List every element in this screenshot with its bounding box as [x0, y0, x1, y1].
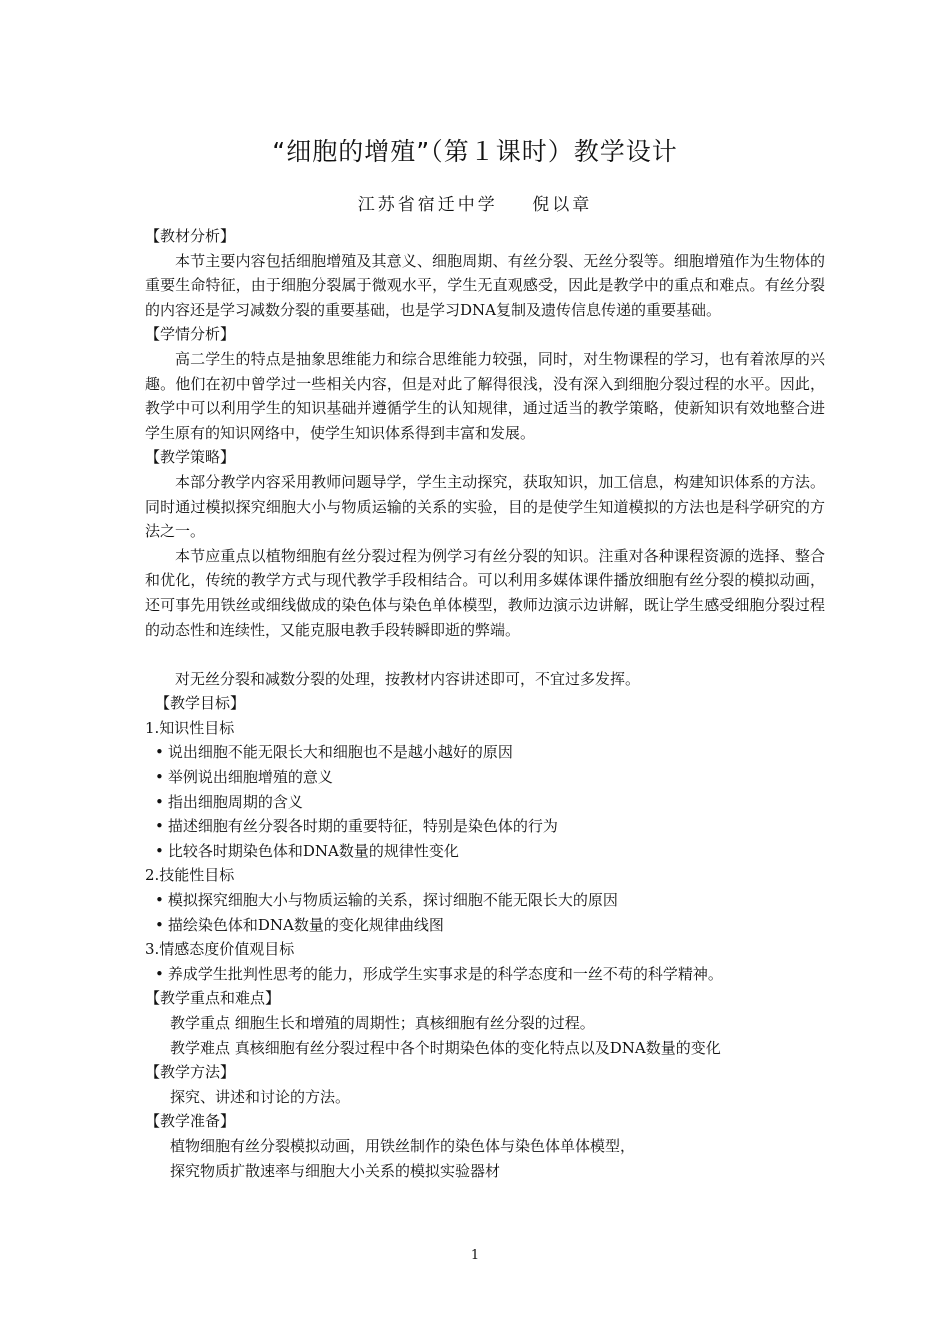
- strategy-paragraph-3: 对无丝分裂和减数分裂的处理，按教材内容讲述即可，不宜过多发挥。: [175, 669, 641, 688]
- blank-line: [145, 642, 825, 667]
- page-title: “细胞的增殖”（第１课时）教学设计: [272, 137, 678, 166]
- difficult-point: 教学难点 真核细胞有丝分裂过程中各个时期染色体的变化特点以及DNA数量的变化: [170, 1038, 721, 1057]
- section-heading-strategy: 【教学策略】: [145, 448, 236, 467]
- section-heading-keypoints: 【教学重点和难点】: [145, 989, 281, 1008]
- author-line: [0, 190, 950, 215]
- prep-line: 植物细胞有丝分裂模拟动画，用铁丝制作的染色体与染色体单体模型，: [170, 1136, 636, 1155]
- document-body: [145, 224, 825, 1183]
- goal-item: • 说出细胞不能无限长大和细胞也不是越小越好的原因: [145, 740, 825, 765]
- key-point: 教学重点 细胞生长和增殖的周期性；真核细胞有丝分裂的过程。: [170, 1014, 595, 1032]
- goal-item: • 描绘染色体和DNA数量的变化规律曲线图: [145, 913, 825, 938]
- material-paragraph: 本节主要内容包括细胞增殖及其意义、细胞周期、有丝分裂、无丝分裂等。细胞增殖作为生物体的重要生命特征，由于细胞分裂属于微观水平，学生无直观感受，因此是教学中的重点和难点。有丝分裂的内容还是学习减数分裂的重要基础，也是学习DNA复制及遗传信息传递的重要基础。: [145, 251, 825, 319]
- goal-item: • 模拟探究细胞大小与物质运输的关系，探讨细胞不能无限长大的原因: [145, 888, 825, 913]
- strategy-paragraph-1: 本部分教学内容采用教师问题导学，学生主动探究，获取知识，加工信息，构建知识体系的方法。同时通过模拟探究细胞大小与物质运输的关系的实验，目的是使学生知道模拟的方法也是科学研究的方法之一。: [145, 472, 825, 541]
- section-heading-method: 【教学方法】: [145, 1063, 236, 1082]
- goal-item: • 举例说出细胞增殖的意义: [145, 765, 825, 790]
- goal-item: • 描述细胞有丝分裂各时期的重要特征，特别是染色体的行为: [145, 814, 825, 839]
- goal-group-skill: 2.技能性目标: [145, 866, 235, 885]
- prep-line: 探究物质扩散速率与细胞大小关系的模拟实验器材: [170, 1161, 501, 1180]
- section-heading-material: 【教材分析】: [145, 227, 236, 245]
- goal-item: • 比较各时期染色体和DNA数量的规律性变化: [145, 839, 825, 864]
- goal-group-emotion: 3.情感态度价值观目标: [145, 940, 295, 959]
- students-paragraph: 高二学生的特点是抽象思维能力和综合思维能力较强，同时，对生物课程的学习，也有着浓厚的兴趣。他们在初中曾学过一些相关内容，但是对此了解得很浅，没有深入到细胞分裂过程的水平。因此，教学中可以利用学生的知识基础并遵循学生的认知规律，通过适当的教学策略，使新知识有效地整合进学生原有的知识网络中，使学生知识体系得到丰富和发展。: [145, 349, 825, 442]
- goal-item: • 养成学生批判性思考的能力，形成学生实事求是的科学态度和一丝不苟的科学精神。: [145, 962, 825, 987]
- method-text: 探究、讲述和讨论的方法。: [170, 1087, 351, 1106]
- section-heading-prep: 【教学准备】: [145, 1112, 236, 1131]
- author-school: 江苏省宿迁中学: [357, 195, 498, 215]
- author-name: 倪以章: [532, 195, 593, 215]
- page-number: 1: [470, 1248, 480, 1263]
- goal-group-knowledge: 1.知识性目标: [145, 718, 235, 737]
- section-heading-students: 【学情分析】: [145, 325, 236, 344]
- goal-item: • 指出细胞周期的含义: [145, 790, 825, 815]
- strategy-paragraph-2: 本节应重点以植物细胞有丝分裂过程为例学习有丝分裂的知识。注重对各种课程资源的选择、整合和优化，传统的教学方式与现代教学手段相结合。可以利用多媒体课件播放细胞有丝分裂的模拟动画，还可事先用铁丝或细线做成的染色体与染色单体模型，教师边演示边讲解，既让学生感受细胞分裂过程的动态性和连续性，又能克服电教手段转瞬即逝的弊端。: [145, 546, 825, 639]
- section-heading-goals: 【教学目标】: [155, 694, 246, 713]
